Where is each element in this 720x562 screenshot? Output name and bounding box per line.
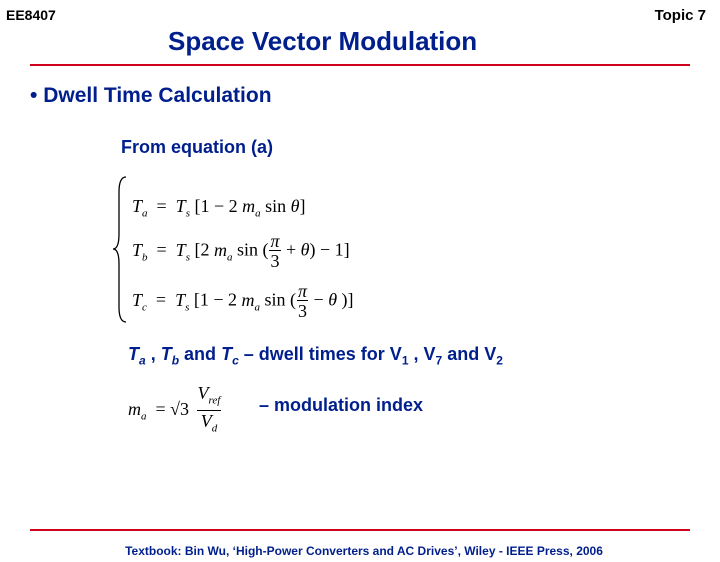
dwell-time-equations: [112, 172, 372, 327]
from-equation-text: From equation (a): [121, 137, 273, 157]
bullet-text: Dwell Time Calculation: [43, 84, 272, 107]
slide-title: Space Vector Modulation: [168, 26, 478, 56]
dwell-time-description: $T_a$ , $T_b$ and $T_c$ – dwell times for $V_1$ , $V_7$ and $V_2$: [128, 344, 503, 368]
topic-label: Topic 7: [654, 7, 706, 24]
v7-symbol: V: [423, 344, 436, 364]
tb-symbol: T: [160, 344, 172, 364]
v1-symbol: V: [389, 344, 402, 364]
modulation-index-label: – modulation index: [259, 395, 424, 415]
v2-symbol: V: [484, 344, 497, 364]
equation-ta: $T_a = T_s$ [1 − 2 $m_a$ sin θ]: [132, 196, 306, 220]
footer-divider: [30, 529, 690, 531]
tc-symbol: T: [221, 344, 233, 364]
ta-symbol: T: [128, 344, 139, 364]
bullet-marker: •: [30, 84, 38, 107]
bullet-heading: [30, 84, 272, 108]
modulation-index-equation: $m_a = √3$ $\frac{V_{ref}}{V_d}$: [128, 383, 221, 435]
equation-tc: $T_c = T_s$ [1 − 2 $m_a$ sin ( $\frac{\pi}{3}$ − θ )]: [132, 281, 354, 321]
title-divider: [30, 64, 690, 66]
equation-tb: $T_b = T_s$ [2 $m_a$ sin ( $\frac{\pi}{3}$ + θ) − 1]: [132, 231, 350, 271]
left-brace: [112, 172, 130, 327]
textbook-reference: Textbook: Bin Wu, ‘High-Power Converters and AC Drives’, Wiley - IEEE Press, 2006: [125, 544, 603, 558]
course-code: EE8407: [6, 7, 56, 23]
